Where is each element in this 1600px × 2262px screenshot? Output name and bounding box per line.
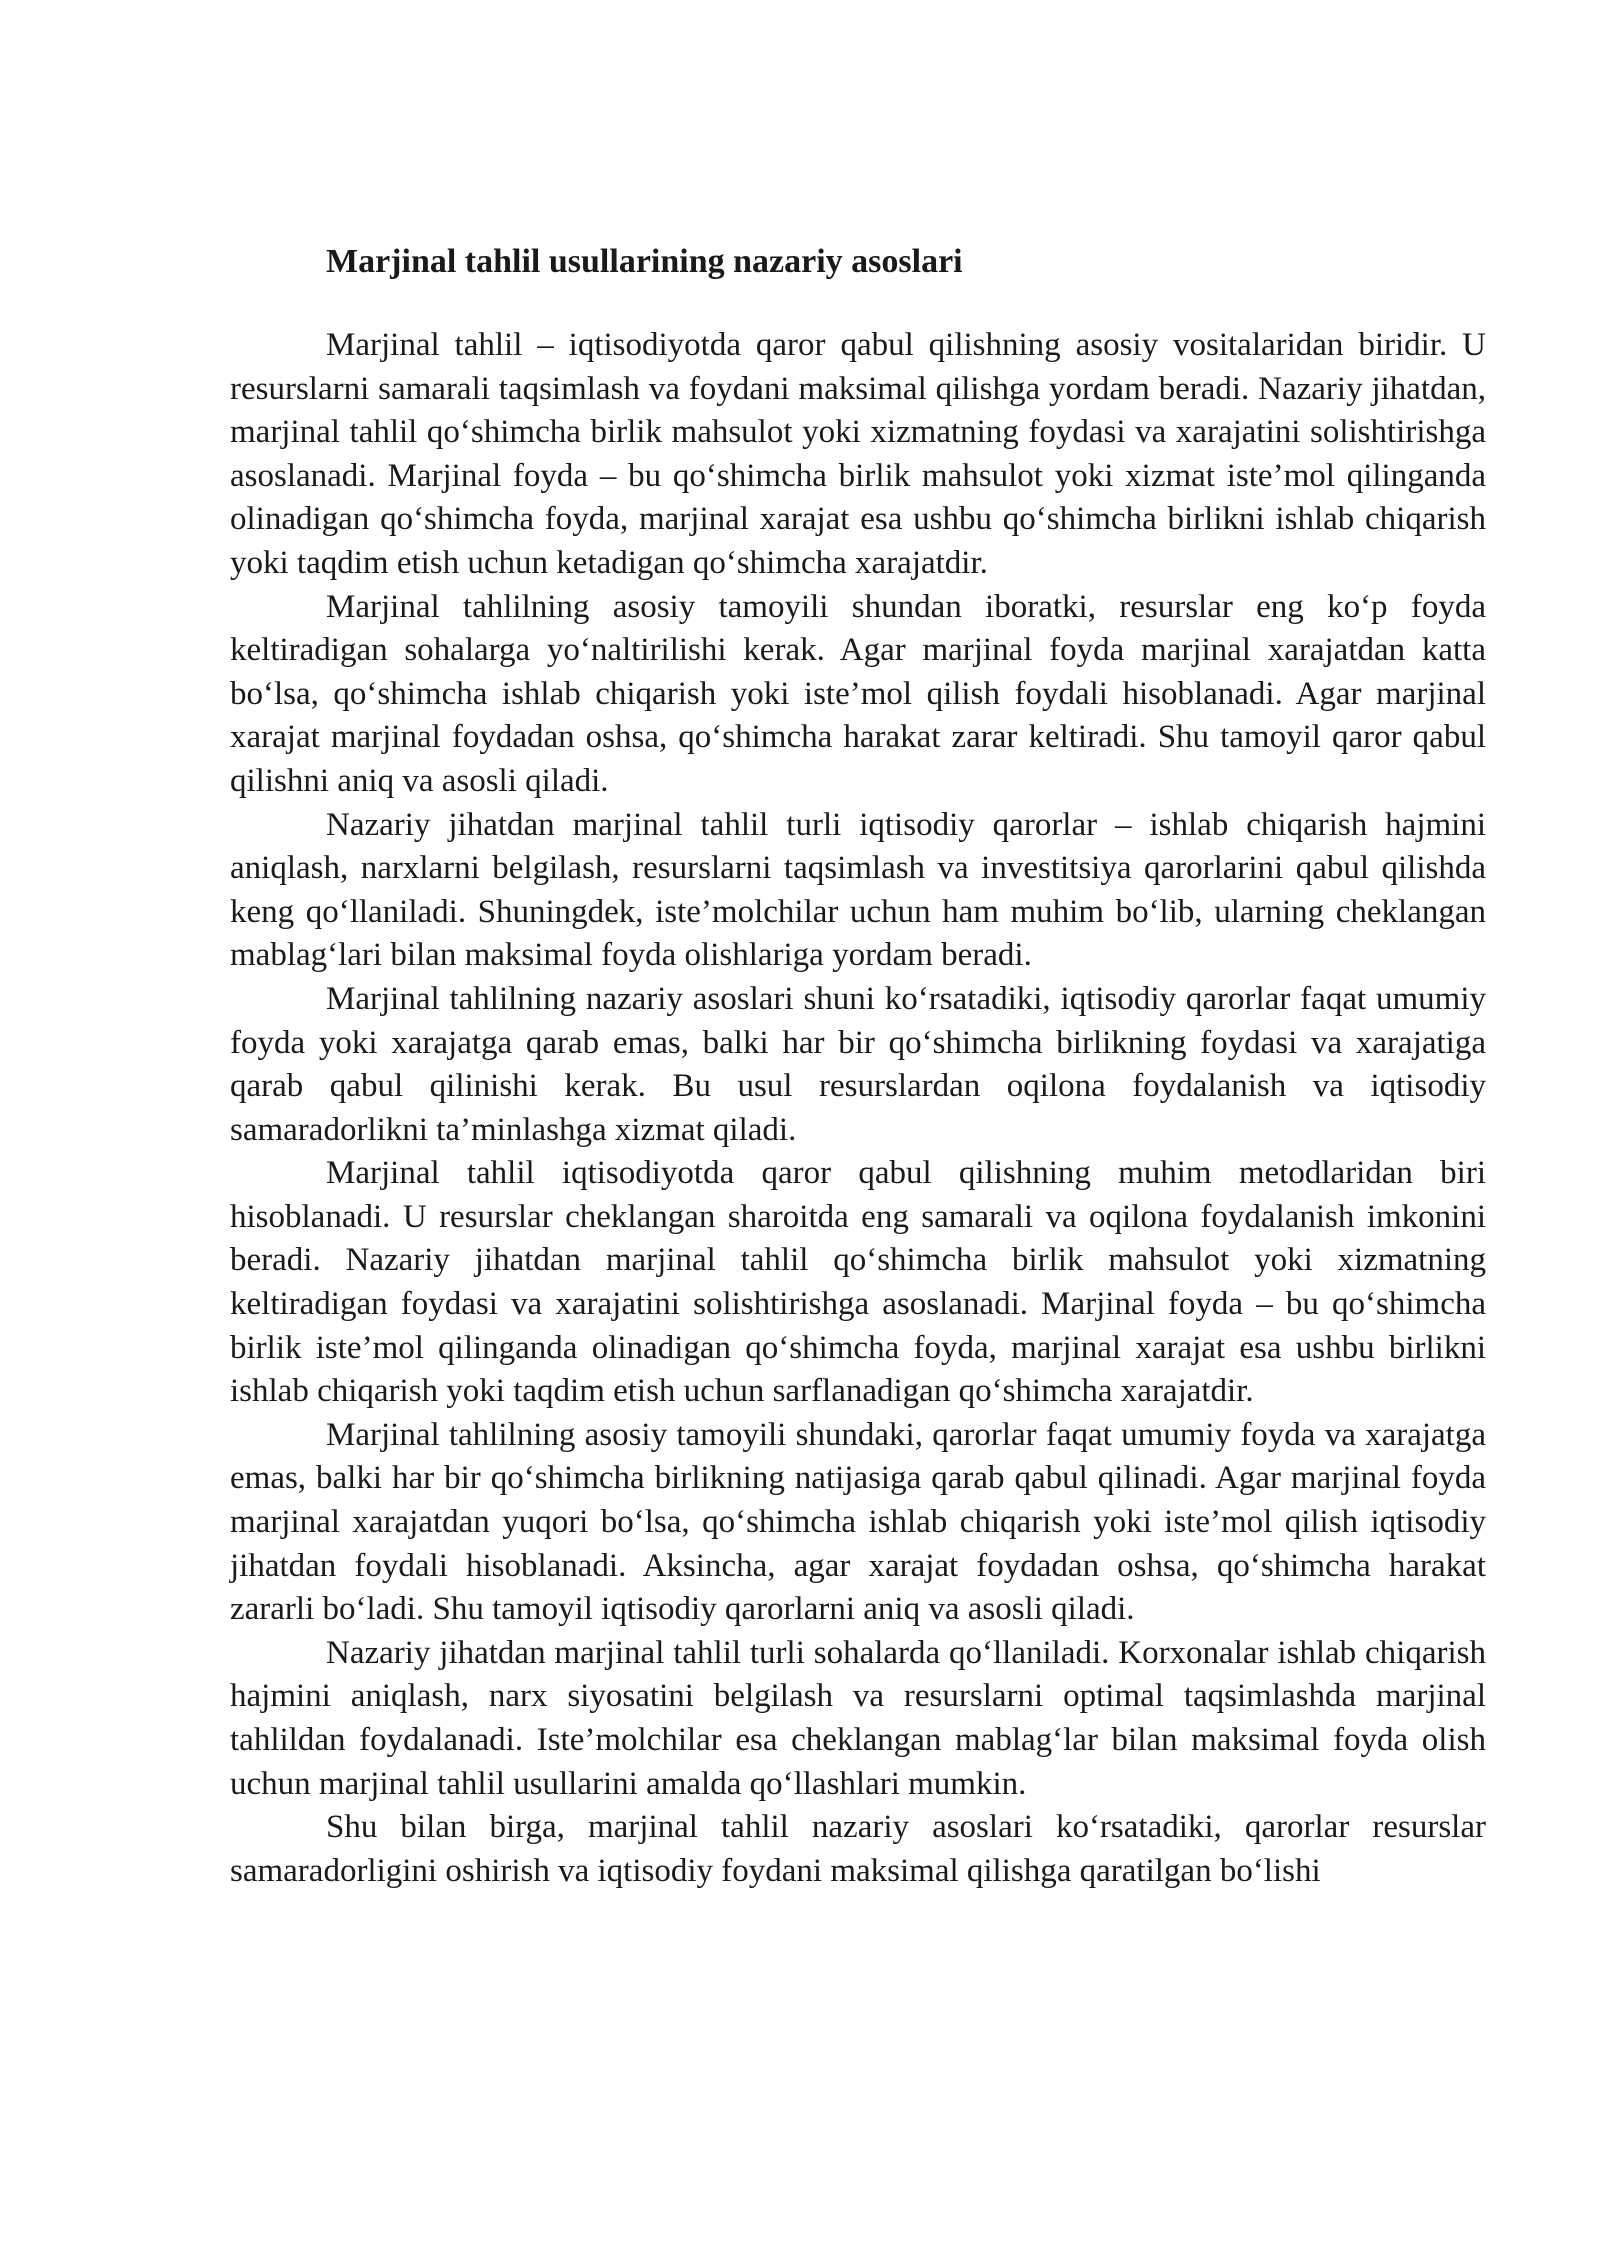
paragraph-7: Nazariy jihatdan marjinal tahlil turli sohalarda qo‘llaniladi. Korxonalar ishlab chiqarish hajmini aniqlash, narx siyosatini belgilash va resurslarni optimal taqsimlashda marjinal tahlildan foydalanadi. Iste’molchilar esa cheklangan mablag‘lar bilan maksimal foyda olish uchun marjinal tahlil usullarini amalda qo‘llashlari mumkin. <box>230 1634 1486 1802</box>
paragraph-5: Marjinal tahlil iqtisodiyotda qaror qabul qilishning muhim metodlaridan biri hisoblanadi. U resurslar cheklangan sharoitda eng samarali va oqilona foydalanish imkonini beradi. Nazariy jihatdan marjinal tahlil qo‘shimcha birlik mahsulot yoki xizmatning keltiradigan foydasi va xarajatini solishtirishga asoslanadi. Marjinal foyda – bu qo‘shimcha birlik iste’mol qilinganda olinadigan qo‘shimcha foyda, marjinal xarajat esa ushbu birlikni ishlab chiqarish yoki taqdim etish uchun sarflanadigan qo‘shimcha xarajatdir. <box>230 1155 1486 1410</box>
document-body <box>230 236 1486 1893</box>
paragraph-8: Shu bilan birga, marjinal tahlil nazariy asoslari ko‘rsatadiki, qarorlar resurslar samaradorligini oshirish va iqtisodiy foydani maksimal qilishga qaratilgan bo‘lishi <box>230 1809 1486 1889</box>
document-title: Marjinal tahlil usullarining nazariy asoslari <box>326 243 963 280</box>
title-spacer <box>230 288 1486 324</box>
paragraph-2: Marjinal tahlilning asosiy tamoyili shundan iboratki, resurslar eng ko‘p foyda keltiradigan sohalarga yo‘naltirilishi kerak. Agar marjinal foyda marjinal xarajatdan katta bo‘lsa, qo‘shimcha ishlab chiqarish yoki iste’mol qilish foydali hisoblanadi. Agar marjinal xarajat marjinal foydadan oshsa, qo‘shimcha harakat zarar keltiradi. Shu tamoyil qaror qabul qilishni aniq va asosli qiladi. <box>230 588 1486 799</box>
paragraph-3: Nazariy jihatdan marjinal tahlil turli iqtisodiy qarorlar – ishlab chiqarish hajmini aniqlash, narxlarni belgilash, resurslarni taqsimlash va investitsiya qarorlarini qabul qilishda keng qo‘llaniladi. Shuningdek, iste’molchilar uchun ham muhim bo‘lib, ularning cheklangan mablag‘lari bilan maksimal foyda olishlariga yordam beradi. <box>230 806 1486 974</box>
paragraph-6: Marjinal tahlilning asosiy tamoyili shundaki, qarorlar faqat umumiy foyda va xarajatga emas, balki har bir qo‘shimcha birlikning natijasiga qarab qabul qilinadi. Agar marjinal foyda marjinal xarajatdan yuqori bo‘lsa, qo‘shimcha ishlab chiqarish yoki iste’mol qilish iqtisodiy jihatdan foydali hisoblanadi. Aksincha, agar xarajat foydadan oshsa, qo‘shimcha harakat zararli bo‘ladi. Shu tamoyil iqtisodiy qarorlarni aniq va asosli qiladi. <box>230 1416 1486 1628</box>
paragraph-4: Marjinal tahlilning nazariy asoslari shuni ko‘rsatadiki, iqtisodiy qarorlar faqat umumiy foyda yoki xarajatga qarab emas, balki har bir qo‘shimcha birlikning foydasi va xarajatiga qarab qabul qilinishi kerak. Bu usul resurslardan oqilona foydalanish va iqtisodiy samaradorlikni ta’minlashga xizmat qiladi. <box>230 980 1486 1148</box>
paragraph-1: Marjinal tahlil – iqtisodiyotda qaror qabul qilishning asosiy vositalaridan biridir. U resurslarni samarali taqsimlash va foydani maksimal qilishga yordam beradi. Nazariy jihatdan, marjinal tahlil qo‘shimcha birlik mahsulot yoki xizmatning foydasi va xarajatini solishtirishga asoslanadi. Marjinal foyda – bu qo‘shimcha birlik mahsulot yoki xizmat iste’mol qilinganda olinadigan qo‘shimcha foyda, marjinal xarajat esa ushbu qo‘shimcha birlikni ishlab chiqarish yoki taqdim etish uchun ketadigan qo‘shimcha xarajatdir. <box>230 327 1486 581</box>
